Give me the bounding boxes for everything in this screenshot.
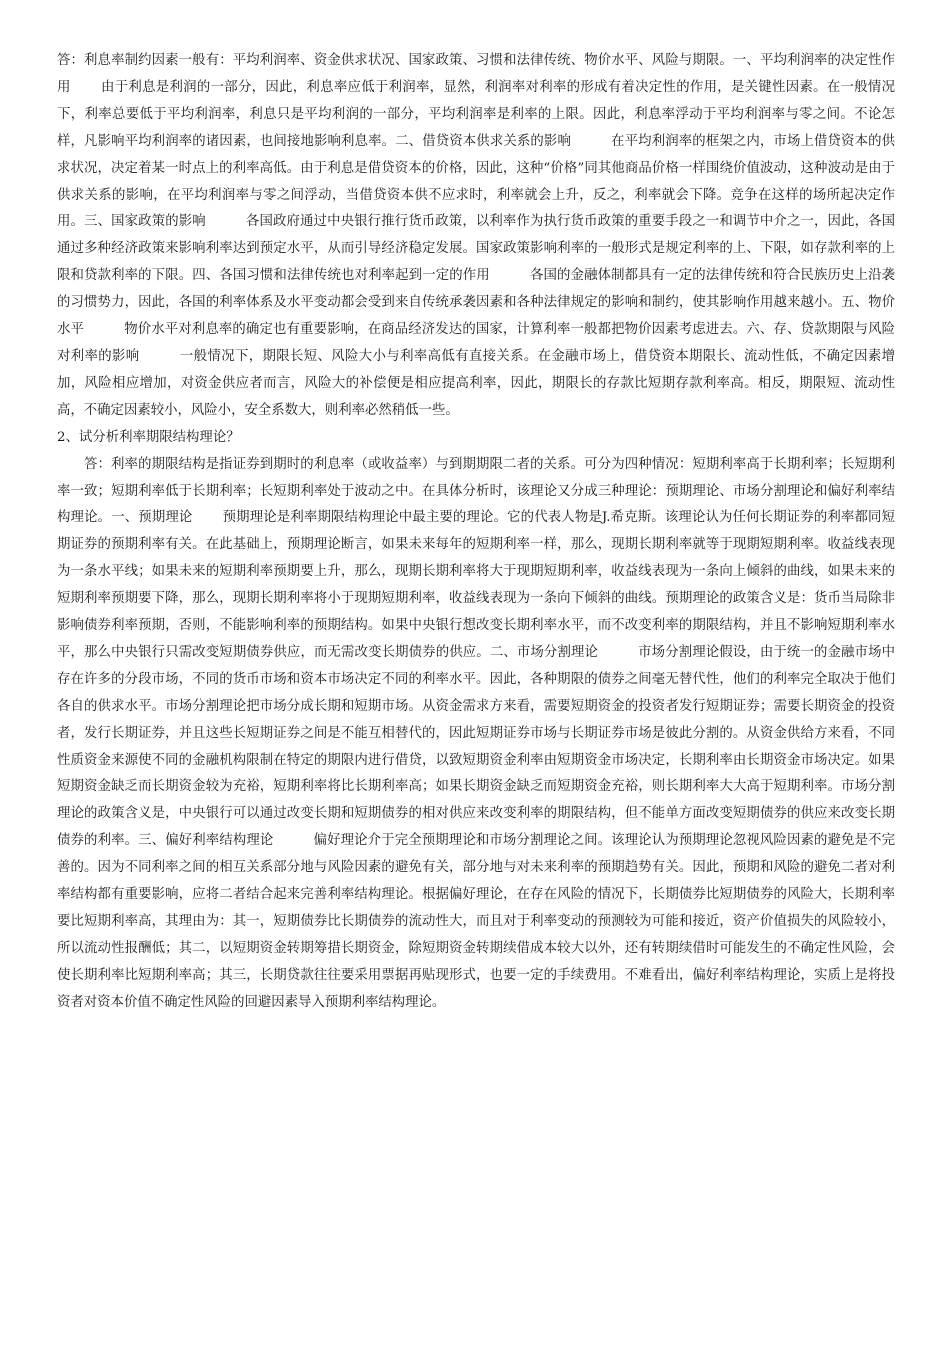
theory-1-body: 预期理论是利率期限结构理论中最主要的理论。它的代表人物是J.希克斯。该理论认为任何长期证券的利率都同短期证券的预期利率有关。在此基础上，预期理论断言，如果未来每年的短期利率一样，那么，现期长期利率就等于现期短期利率。收益线表现为一条水平线；如果未来的短期利率预期要上升，那么，现期长期利率将大于现期短期利率，收益线表现为一条向上倾斜的曲线，如果未来的短期利率预期要下降，那么，现期长期利率将小于现期短期利率，收益线表现为一条向下倾斜的曲线。预期理论的政策含义是：货币当局除非影响债券利率预期，否则，不能影响利率的预期结构。如果中央银行想改变长期利率水平，而不改变利率的期限结构，并且不影响短期利率水平，那么中央银行只需改变短期债券供应，而无需改变长期债券的供应。 bbox=[57, 510, 895, 660]
section-6-heading: 六、存、贷款期限与风险对利率的影响 bbox=[57, 322, 896, 364]
section-4-heading: 四、各国习惯和法律传统也对利率起到一定的作用 bbox=[192, 268, 490, 284]
theory-2-body: 市场分割理论假设，由于统一的金融市场中存在许多的分段市场，不同的货币市场和资本市场决定不同的利率水平。因此，各种期限的债券之间毫无替代性，他们的利率完全取决于他们各自的供求水平。市场分割理论把市场分成长期和短期市场。从资金需求方来看，需要短期资金的投资者发行短期证券；需要长期资金的投资者，发行长期证券，并且这些长短期证券之间是不能互相替代的，因此短期证券市场与长期证券市场是彼此分割的。从资金供给方来看，不同性质资金来源使不同的金融机构限制在特定的期限内进行借贷，以致短期资金利率由短期资金市场决定，长期利率由长期资金市场决定。如果短期资金缺乏而长期资金较为充裕，短期利率将比长期利率高；如果长期资金缺乏而短期资金充裕，则长期利率大大高于短期利率。市场分割理论的政策含义是，中央银行可以通过改变长期和短期债券的相对供应来改变利率的期限结构，但不能单方面改变短期债券的供应来改变长期债券的利率。 bbox=[57, 644, 895, 849]
section-6-body: 一般情况下，期限长短、风险大小与利率高低有直接关系。在金融市场上，借贷资本期限长、流动性低，不确定因素增加，风险相应增加，对资金供应者而言，风险大的补偿便是相应提高利率，因此，期限长的存款比短期存款利率高。相反，期限短、流动性高，不确定因素较小，风险小，安全系数大，则利率必然稍低一些。 bbox=[57, 348, 896, 418]
section-3-heading: 三、国家政策的影响 bbox=[84, 214, 206, 230]
theory-1-heading: 一、预期理论 bbox=[111, 510, 193, 526]
section-3-body: 各国政府通过中央银行推行货币政策，以利率作为执行货币政策的重要手段之一和调节中介之一，因此，各国通过多种经济政策来影响利率达到预定水平，从而引导经济稳定发展。国家政策影响利率的一般形式是规定利率的上、下限，如存款利率的上限和贷款利率的下限。 bbox=[57, 214, 896, 284]
answer-1-intro: 答：利息率制约因素一般有：平均利润率、资金供求状况、国家政策、习惯和法律传统、物价水平、风险与期限。 bbox=[57, 53, 733, 68]
section-5-heading: 五、物价水平 bbox=[57, 295, 896, 338]
section-1-body: 由于利息是利润的一部分，因此，利息率应低于利润率，显然，利润率对利率的形成有着决定性的作用，是关键性因素。在一般情况下，利率总要低于平均利润率，利息只是平均利润的一部分，平均利润率是利率的上限。因此，利息率浮动于平均利润率与零之间。不论怎样，凡影响平均利润率的诸因素，也间接地影响利息率。 bbox=[57, 79, 896, 149]
answer-1-paragraph bbox=[57, 48, 895, 425]
answer-2-paragraph bbox=[57, 452, 895, 1017]
theory-3-heading: 三、偏好利率结构理论 bbox=[138, 833, 274, 849]
theory-3-body: 偏好理论介于完全预期理论和市场分割理论之间。该理论认为预期理论忽视风险因素的避免是不完善的。因为不同利率之间的相互关系部分地与风险因素的避免有关，部分地与对未来利率的预期趋势有关。因此，预期和风险的避免二者对利率结构都有重要影响，应将二者结合起来完善利率结构理论。根据偏好理论，在存在风险的情况下，长期债券比短期债券的风险大，长期利率要比短期利率高，其理由为：其一，短期债券比长期债券的流动性大，而且对于利率变动的预测较为可能和接近，资产价值损失的风险较小，所以流动性报酬低；其二，以短期资金转期筹措长期资金，除短期资金转期续借成本较大以外，还有转期续借时可能发生的不确定性风险，会使长期利率比短期利率高；其三，长期贷款往往要采用票据再贴现形式，也要一定的手续费用。不难看出，偏好利率结构理论，实质上是将投资者对资本价值不确定性风险的回避因素导入预期利率结构理论。 bbox=[57, 833, 896, 1010]
theory-2-heading: 二、市场分割理论 bbox=[489, 644, 599, 660]
question-2-heading: 2、试分析利率期限结构理论？ bbox=[57, 429, 240, 445]
answer-2-intro: 答：利率的期限结构是指证券到期时的利息率（或收益率）与到期期限二者的关系。可分为四种情况：短期利率高于长期利率；长短期利率一致；短期利率低于长期利率；长短期利率处于波动之中。在具体分析时，该理论又分成三种理论：预期理论、市场分割理论和偏好利率结构理论。 bbox=[57, 456, 895, 526]
section-4-body: 各国的金融体制都具有一定的法律传统和符合民族历史上沿袭的习惯势力，因此，各国的利率体系及水平变动都会受到来自传统承袭因素和各种法律规定的影响和制约，使其影响作用越来越小。 bbox=[57, 268, 896, 311]
section-5-body: 物价水平对利息率的确定也有重要影响，在商品经济发达的国家，计算利率一般都把物价因素考虑进去。 bbox=[124, 322, 747, 338]
section-2-body: 在平均利润率的框架之内，市场上借贷资本的供求状况，决定着某一时点上的利率高低。由于利息是借贷资本的价格，因此，这种“价格”同其他商品价格一样围绕价值波动，这种波动是由于供求关系的影响，在平均利润率与零之间浮动，当借贷资本供不应求时，利率就会上升，反之，利率就会下降。竞争在这样的场所起决定作用。 bbox=[57, 133, 896, 230]
section-2-heading: 二、借贷资本供求关系的影响 bbox=[395, 133, 571, 149]
section-1-heading: 一、平均利润率的决定性作用 bbox=[57, 53, 895, 95]
document-page bbox=[57, 48, 895, 1017]
